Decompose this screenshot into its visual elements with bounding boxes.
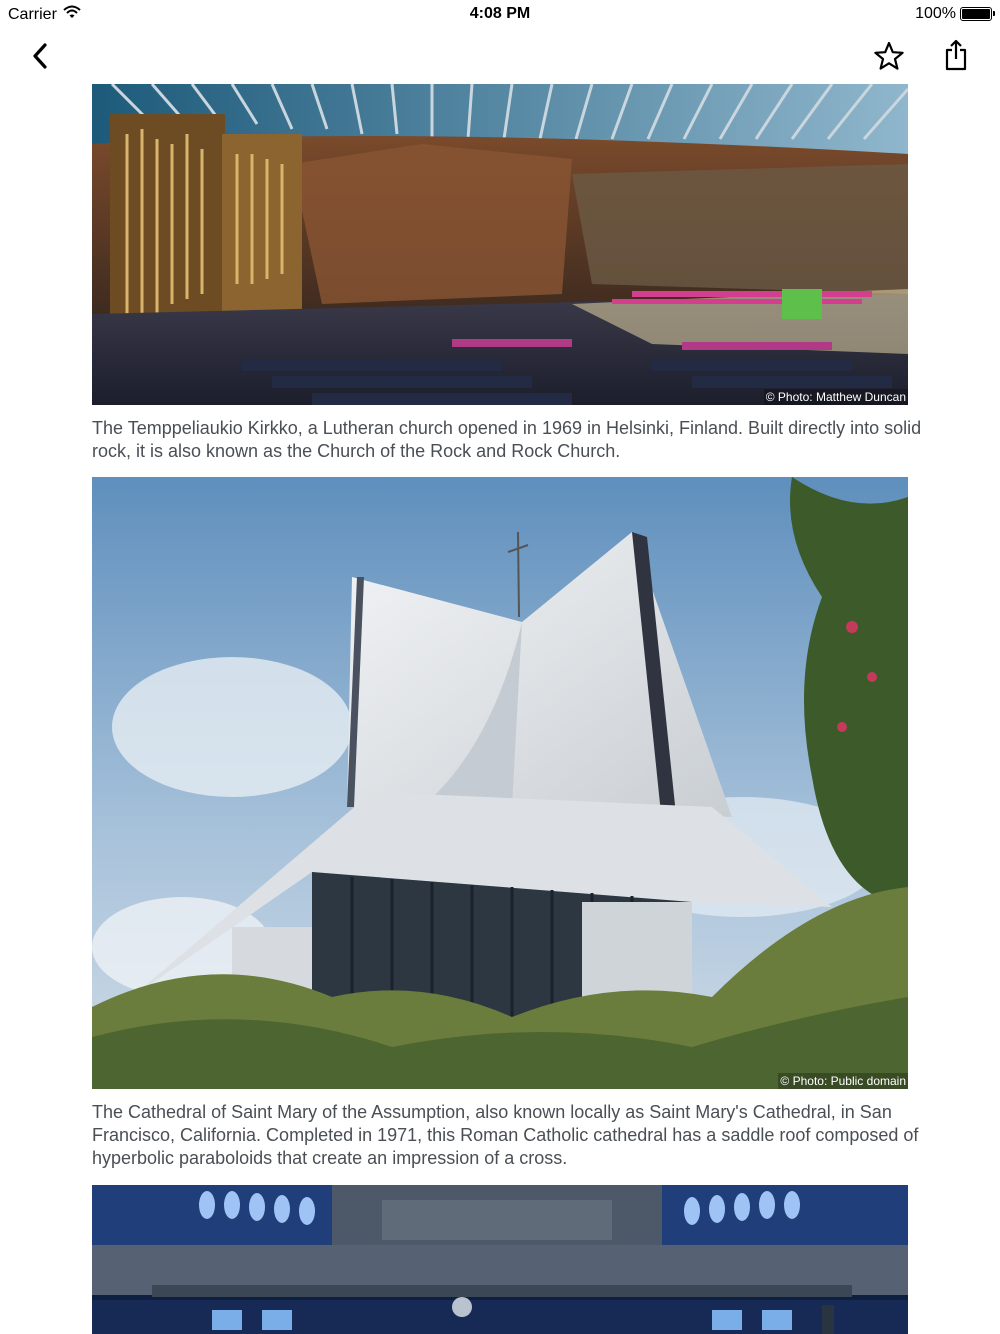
status-bar <box>0 0 1000 28</box>
article-figure-2 <box>92 477 919 1177</box>
battery-icon <box>960 7 992 21</box>
church-photo-helsinki[interactable] <box>92 84 908 405</box>
photo-credit: © Photo: Matthew Duncan <box>765 390 906 404</box>
share-button[interactable] <box>937 36 975 74</box>
battery-group <box>915 5 992 23</box>
star-outline-icon <box>873 41 905 71</box>
status-time: 4:08 PM <box>469 5 531 22</box>
back-button[interactable] <box>22 38 58 74</box>
carrier-label: Carrier <box>8 5 57 23</box>
article-figure-3 <box>92 1185 908 1334</box>
article-figure-1 <box>92 84 922 464</box>
navigation-bar <box>0 28 1000 83</box>
chevron-left-icon <box>30 42 50 70</box>
battery-percent: 100% <box>915 5 956 22</box>
photo-caption: The Temppeliaukio Kirkko, a Lutheran church opened in 1969 in Helsinki, Finland. Built directly into solid rock, it is also known as the Church of the Rock and Rock Church. <box>92 418 922 461</box>
photo-caption: The Cathedral of Saint Mary of the Assumption, also known locally as Saint Mary's Cathedral, in San Francisco, California. Completed in 1971, this Roman Catholic cathedral has a saddle roof composed of hyperbolic paraboloids that create an impression of a cross. <box>92 1102 919 1168</box>
church-photo-3[interactable] <box>92 1185 908 1334</box>
church-photo-san-francisco[interactable] <box>92 477 908 1089</box>
favorite-button[interactable] <box>870 38 908 74</box>
photo-credit: © Photo: Public domain <box>780 1074 906 1088</box>
share-icon <box>944 39 968 71</box>
